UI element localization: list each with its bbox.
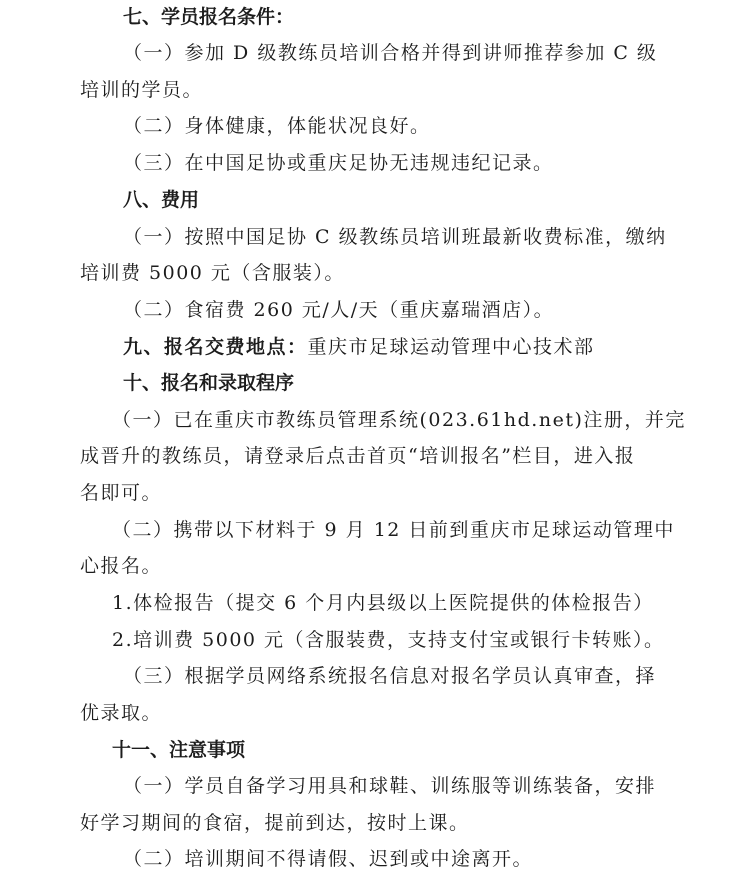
section10-item2-line1: （二）携带以下材料于 9 月 12 日前到重庆市足球运动管理中 bbox=[112, 519, 675, 541]
section10-item2-line2: 心报名。 bbox=[80, 555, 163, 577]
section7-heading: 七、学员报名条件： bbox=[123, 6, 295, 28]
section11-item1-line1: （一）学员自备学习用具和球鞋、训练服等训练装备，安排 bbox=[123, 775, 657, 797]
section10-sub1: 1.体检报告（提交 6 个月内县级以上医院提供的体检报告） bbox=[112, 592, 654, 614]
section7-item2: （二）身体健康，体能状况良好。 bbox=[123, 115, 431, 137]
section10-item3-line1: （三）根据学员网络系统报名信息对报名学员认真审查，择 bbox=[123, 665, 657, 687]
section7-item1-line1: （一）参加 D 级教练员培训合格并得到讲师推荐参加 C 级 bbox=[123, 42, 658, 64]
section11-item1-line2: 好学习期间的食宿，提前到达，按时上课。 bbox=[80, 812, 470, 834]
section11-heading: 十一、注意事项 bbox=[112, 739, 246, 761]
section8-item1-line2: 培训费 5000 元（含服装）。 bbox=[80, 262, 345, 284]
section10-heading: 十、报名和录取程序 bbox=[123, 372, 295, 394]
section9-text: 重庆市足球运动管理中心技术部 bbox=[307, 336, 595, 358]
section9-heading: 九、报名交费地点： bbox=[123, 336, 308, 358]
section10-item1-line3: 名即可。 bbox=[80, 482, 163, 504]
section7-item1-line2: 培训的学员。 bbox=[80, 79, 204, 101]
section10-item1-line1: （一）已在重庆市教练员管理系统(023.61hd.net)注册，并完 bbox=[112, 409, 686, 431]
section8-item2: （二）食宿费 260 元/人/天（重庆嘉瑞酒店）。 bbox=[123, 299, 555, 321]
section7-item3: （三）在中国足协或重庆足协无违规违纪记录。 bbox=[123, 152, 554, 174]
section11-item2: （二）培训期间不得请假、迟到或中途离开。 bbox=[123, 848, 534, 870]
section8-item1-line1: （一）按照中国足协 C 级教练员培训班最新收费标准，缴纳 bbox=[123, 226, 667, 248]
section10-sub2: 2.培训费 5000 元（含服装费，支持支付宝或银行卡转账）。 bbox=[112, 629, 665, 651]
section9-line bbox=[123, 334, 595, 360]
section10-item1-line2: 成晋升的教练员，请登录后点击首页“培训报名”栏目，进入报 bbox=[80, 445, 636, 467]
section10-item3-line2: 优录取。 bbox=[80, 702, 163, 724]
section8-heading: 八、费用 bbox=[123, 189, 200, 211]
